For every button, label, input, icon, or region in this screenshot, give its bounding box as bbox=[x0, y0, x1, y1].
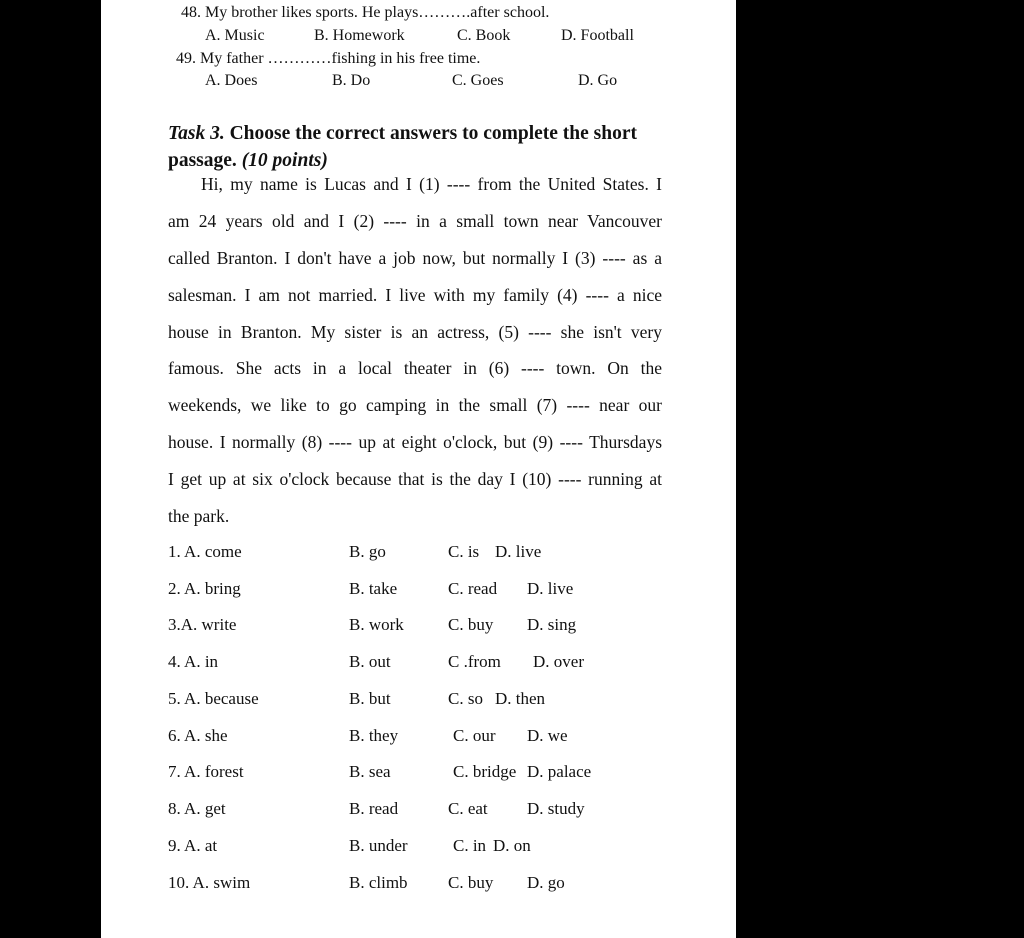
answer-9-d: D. on bbox=[493, 836, 531, 855]
passage-line-10: the park. bbox=[168, 506, 230, 526]
answer-10-d: D. go bbox=[527, 873, 565, 892]
task-3-points: (10 points) bbox=[241, 150, 328, 171]
answer-3-a: 3.A. write bbox=[168, 615, 237, 634]
answer-5-d: D. then bbox=[495, 689, 546, 708]
answer-1-c: C. is bbox=[448, 542, 480, 561]
question-48-option-b: B. Homework bbox=[314, 27, 405, 44]
answer-1-a: 1. A. come bbox=[168, 542, 242, 561]
answer-9-a: 9. A. at bbox=[168, 836, 218, 855]
question-49-option-b: B. Do bbox=[332, 72, 371, 89]
answer-7-d: D. palace bbox=[527, 762, 592, 781]
answer-6-b: B. they bbox=[349, 726, 399, 745]
answer-3-c: C. buy bbox=[448, 615, 494, 634]
task-3-title-line2: passage. bbox=[168, 150, 237, 171]
answer-1-d: D. live bbox=[495, 542, 542, 561]
answer-2-c: C. read bbox=[448, 579, 498, 598]
passage-line-4: salesman. I am not married. I live with my family (4) ---- a nice bbox=[168, 285, 662, 305]
task-3-heading bbox=[168, 120, 668, 174]
question-48-option-d: D. Football bbox=[561, 27, 634, 44]
answer-2-b: B. take bbox=[349, 579, 398, 598]
answer-8-c: C. eat bbox=[448, 799, 488, 818]
question-49-option-d: D. Go bbox=[578, 72, 618, 89]
passage-line-2: am 24 years old and I (2) ---- in a small town near Vancouver bbox=[168, 211, 662, 231]
answer-7-c: C. bridge bbox=[453, 762, 517, 781]
question-48-stem: 48. My brother likes sports. He plays……….after school. bbox=[181, 4, 550, 21]
answer-7-b: B. sea bbox=[349, 762, 391, 781]
answer-8-d: D. study bbox=[527, 799, 585, 818]
answer-3-b: B. work bbox=[349, 615, 404, 634]
task-3-label: Task 3. bbox=[168, 123, 225, 144]
answer-2-a: 2. A. bring bbox=[168, 579, 241, 598]
answer-3-d: D. sing bbox=[527, 615, 577, 634]
passage-line-8: house. I normally (8) ---- up at eight o'clock, but (9) ---- Thursdays bbox=[168, 432, 662, 452]
answer-9-c: C. in bbox=[453, 836, 487, 855]
passage-line-6: famous. She acts in a local theater in (6) ---- town. On the bbox=[168, 358, 662, 378]
passage-line-9: I get up at six o'clock because that is the day I (10) ---- running at bbox=[168, 469, 662, 489]
answer-10-b: B. climb bbox=[349, 873, 408, 892]
question-48-option-c: C. Book bbox=[457, 27, 511, 44]
answer-5-c: C. so bbox=[448, 689, 483, 708]
question-49-option-c: C. Goes bbox=[452, 72, 504, 89]
answer-9-b: B. under bbox=[349, 836, 408, 855]
passage-line-1: Hi, my name is Lucas and I (1) ---- from the United States. I bbox=[201, 174, 662, 194]
answer-5-a: 5. A. because bbox=[168, 689, 259, 708]
answer-2-d: D. live bbox=[527, 579, 574, 598]
task-3-title: Choose the correct answers to complete the short bbox=[229, 123, 637, 144]
document-page bbox=[101, 0, 736, 938]
answer-8-a: 8. A. get bbox=[168, 799, 226, 818]
answer-4-c: C .from bbox=[448, 652, 501, 671]
answer-8-b: B. read bbox=[349, 799, 399, 818]
passage-line-5: house in Branton. My sister is an actress, (5) ---- she isn't very bbox=[168, 322, 662, 342]
answer-4-d: D. over bbox=[533, 652, 584, 671]
answer-10-c: C. buy bbox=[448, 873, 494, 892]
answer-10-a: 10. A. swim bbox=[168, 873, 251, 892]
answer-7-a: 7. A. forest bbox=[168, 762, 244, 781]
answer-4-b: B. out bbox=[349, 652, 391, 671]
answer-6-c: C. our bbox=[453, 726, 496, 745]
question-49-stem: 49. My father …………fishing in his free time. bbox=[176, 50, 481, 67]
passage-line-7: weekends, we like to go camping in the small (7) ---- near our bbox=[168, 395, 662, 415]
question-49-option-a: A. Does bbox=[205, 72, 258, 89]
answer-5-b: B. but bbox=[349, 689, 391, 708]
answer-6-a: 6. A. she bbox=[168, 726, 228, 745]
answer-1-b: B. go bbox=[349, 542, 386, 561]
question-48-option-a: A. Music bbox=[205, 27, 265, 44]
answer-4-a: 4. A. in bbox=[168, 652, 219, 671]
passage-line-3: called Branton. I don't have a job now, but normally I (3) ---- as a bbox=[168, 248, 662, 268]
answer-6-d: D. we bbox=[527, 726, 568, 745]
